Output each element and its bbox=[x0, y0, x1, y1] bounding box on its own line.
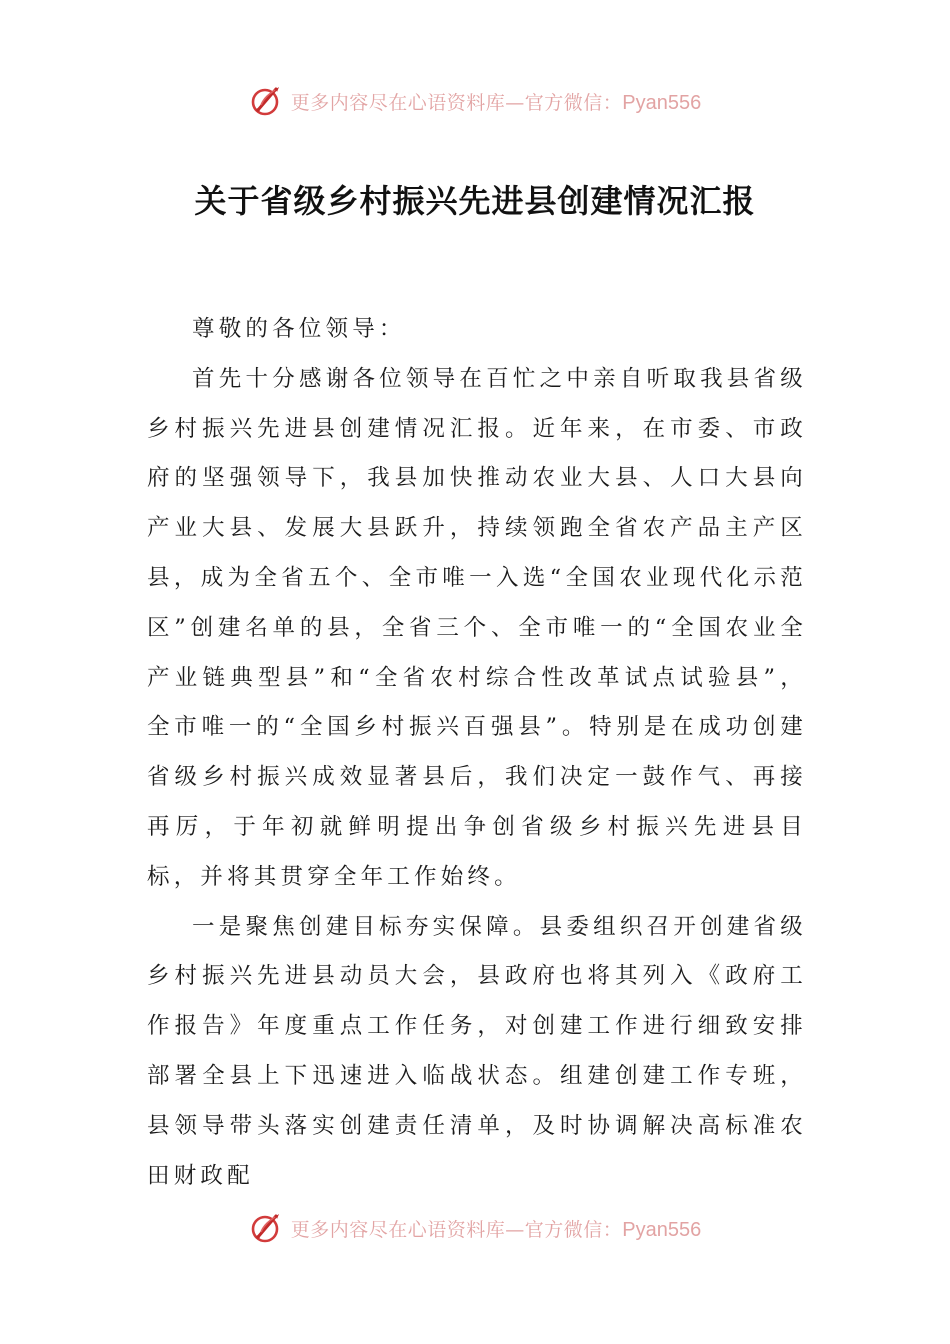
watermark-header bbox=[0, 84, 950, 118]
watermark-wechat-id: Pyan556 bbox=[622, 91, 702, 114]
watermark-text: 更多内容尽在心语资料库—官方微信：Pyan556 bbox=[290, 91, 702, 114]
salutation: 尊敬的各位领导： bbox=[192, 316, 406, 342]
watermark-footer bbox=[0, 1211, 950, 1245]
document-body bbox=[147, 305, 807, 1201]
watermark-text: 更多内容尽在心语资料库—官方微信：Pyan556 bbox=[290, 1218, 702, 1241]
watermark-wechat-id: Pyan556 bbox=[622, 1218, 702, 1241]
quill-logo-icon bbox=[249, 1211, 283, 1245]
document-title: 关于省级乡村振兴先进县创建情况汇报 bbox=[194, 182, 756, 220]
body-paragraph: 一是聚焦创建目标夯实保障。县委组织召开创建省级乡村振兴先进县动员大会，县政府也将其列入《政府工作报告》年度重点工作任务，对创建工作进行细致安排部署全县上下迅速进入临战状态。组建创建工作专班，县领导带头落实创建责任清单，及时协调解决高标准农田财政配 bbox=[147, 913, 807, 1189]
body-paragraph: 首先十分感谢各位领导在百忙之中亲自听取我县省级乡村振兴先进县创建情况汇报。近年来，在市委、市政府的坚强领导下，我县加快推动农业大县、人口大县向产业大县、发展大县跃升，持续领跑全省农产品主产区县，成为全省五个、全市唯一入选“全国农业现代化示范区”创建名单的县，全省三个、全市唯一的“全国农业全产业链典型县”和“全省农村综合性改革试点试验县”，全市唯一的“全国乡村振兴百强县”。特别是在成功创建省级乡村振兴成效显著县后，我们决定一鼓作气、再接再厉，于年初就鲜明提出争创省级乡村振兴先进县目标，并将其贯穿全年工作始终。 bbox=[147, 365, 807, 890]
quill-logo-icon bbox=[249, 84, 283, 118]
